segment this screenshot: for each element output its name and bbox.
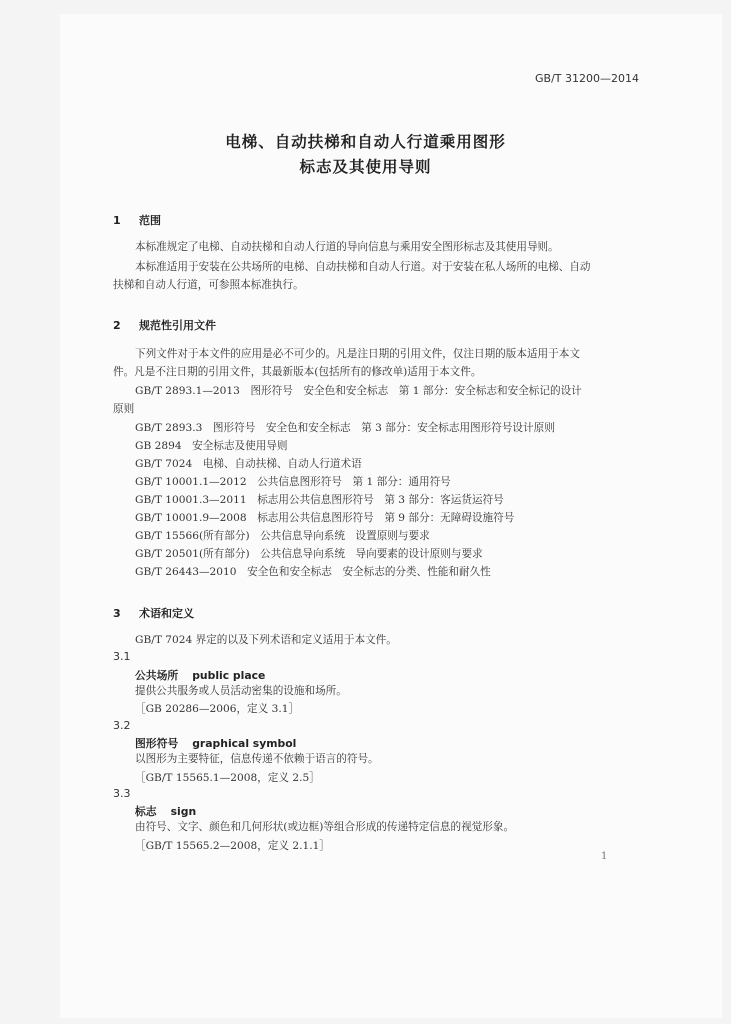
term-source: ［GB/T 15565.1—2008，定义 2.5］ — [135, 772, 320, 784]
paragraph: 扶梯和自动人行道，可参照本标准执行。 — [113, 279, 304, 291]
paragraph: 件。凡是不注日期的引用文件，其最新版本(包括所有的修改单)适用于本文件。 — [113, 366, 482, 378]
term-source: ［GB/T 15565.2—2008，定义 2.1.1］ — [135, 840, 330, 852]
term-definition: 以图形为主要特征，信息传递不依赖于语言的符号。 — [135, 753, 379, 765]
term-name-zh: 公共场所 — [135, 669, 179, 682]
reference-item: GB/T 7024 电梯、自动扶梯、自动人行道术语 — [135, 458, 362, 470]
section-title: 规范性引用文件 — [139, 319, 216, 332]
term-name — [135, 736, 296, 751]
reference-item: GB/T 15566(所有部分) 公共信息导向系统 设置原则与要求 — [135, 530, 430, 542]
term-name-zh: 标志 — [135, 805, 157, 818]
document-title-line-2: 标志及其使用导则 — [299, 158, 432, 176]
section-1-heading — [113, 212, 161, 228]
term-name-en: sign — [170, 805, 197, 818]
term-definition: 由符号、文字、颜色和几何形状(或边框)等组合形成的传递特定信息的视觉形象。 — [135, 821, 515, 833]
term-number: 3.2 — [113, 719, 131, 732]
reference-item: GB/T 10001.3—2011 标志用公共信息图形符号 第 3 部分：客运货运符号 — [135, 494, 504, 506]
reference-item: 原则 — [113, 403, 135, 415]
term-definition: 提供公共服务或人员活动密集的设施和场所。 — [135, 685, 347, 697]
paragraph: 本标准适用于安装在公共场所的电梯、自动扶梯和自动人行道。对于安装在私人场所的电梯、自动 — [135, 261, 591, 273]
standard-code: GB/T 31200—2014 — [535, 72, 639, 85]
term-source: ［GB 20286—2006，定义 3.1］ — [135, 703, 300, 715]
reference-item: GB 2894 安全标志及使用导则 — [135, 440, 288, 452]
term-number: 3.1 — [113, 650, 131, 663]
paragraph: 下列文件对于本文件的应用是必不可少的。凡是注日期的引用文件，仅注日期的版本适用于本文 — [135, 348, 580, 360]
section-number: 3 — [113, 607, 121, 620]
reference-item: GB/T 2893.3 图形符号 安全色和安全标志 第 3 部分：安全标志用图形符号设计原则 — [135, 422, 555, 434]
term-name-en: graphical symbol — [192, 737, 297, 750]
term-name-zh: 图形符号 — [135, 737, 179, 750]
reference-item: GB/T 10001.9—2008 标志用公共信息图形符号 第 9 部分：无障碍设施符号 — [135, 512, 515, 524]
reference-item: GB/T 10001.1—2012 公共信息图形符号 第 1 部分：通用符号 — [135, 476, 451, 488]
term-name — [135, 668, 265, 683]
reference-item: GB/T 20501(所有部分) 公共信息导向系统 导向要素的设计原则与要求 — [135, 548, 483, 560]
section-title: 术语和定义 — [139, 607, 194, 620]
term-number: 3.3 — [113, 787, 131, 800]
section-2-heading — [113, 317, 216, 333]
section-3-heading — [113, 605, 194, 621]
reference-item: GB/T 2893.1—2013 图形符号 安全色和安全标志 第 1 部分：安全标志和安全标记的设计 — [135, 385, 582, 397]
reference-item: GB/T 26443—2010 安全色和安全标志 安全标志的分类、性能和耐久性 — [135, 566, 491, 578]
section-number: 1 — [113, 214, 121, 227]
section-title: 范围 — [139, 214, 161, 227]
section-number: 2 — [113, 319, 121, 332]
term-name — [135, 804, 196, 819]
page-number: 1 — [601, 851, 608, 862]
paragraph: 本标准规定了电梯、自动扶梯和自动人行道的导向信息与乘用安全图形标志及其使用导则。 — [135, 241, 559, 253]
paragraph: GB/T 7024 界定的以及下列术语和定义适用于本文件。 — [135, 634, 397, 646]
document-title-line-1: 电梯、自动扶梯和自动人行道乘用图形 — [225, 133, 506, 151]
term-name-en: public place — [192, 669, 266, 682]
